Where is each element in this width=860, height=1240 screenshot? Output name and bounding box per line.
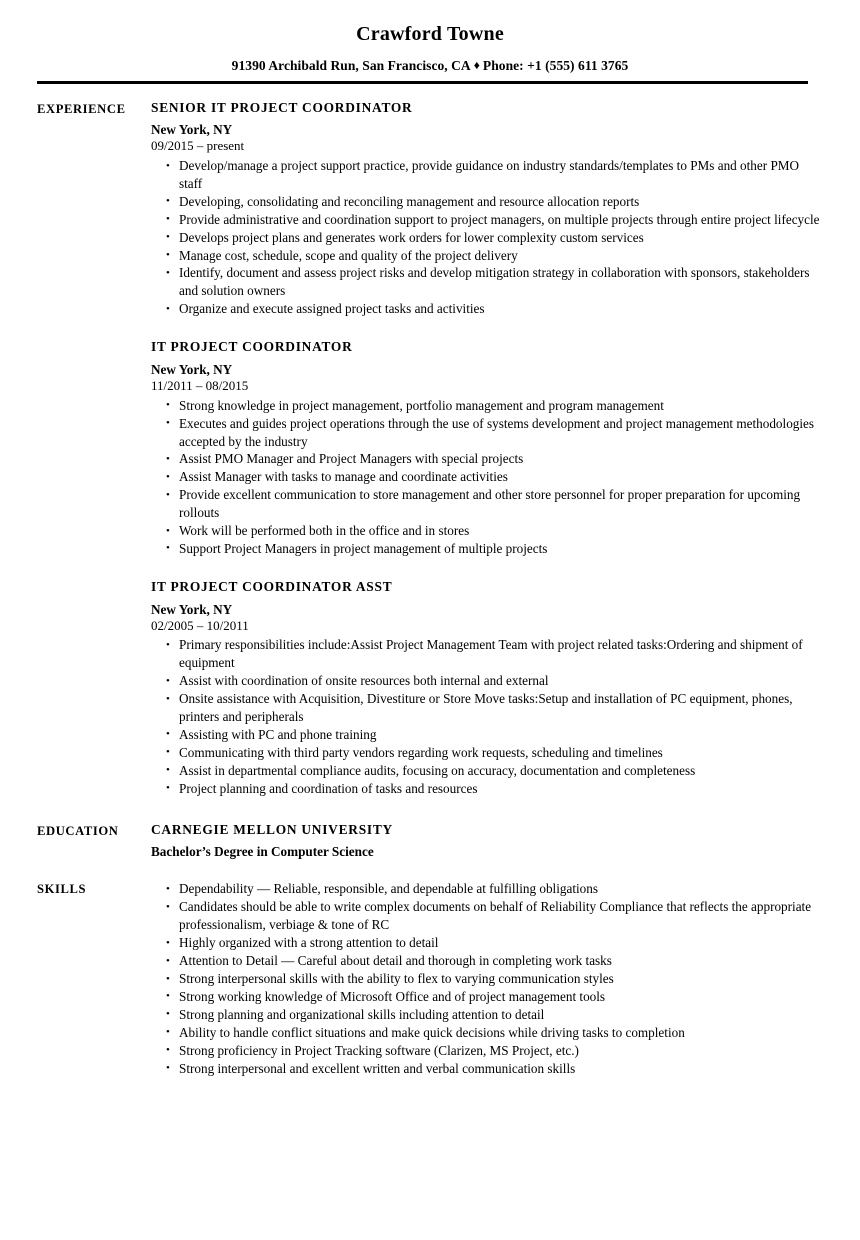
job-dates: 11/2011 – 08/2015 — [151, 378, 249, 394]
job-bullet-list — [151, 636, 820, 797]
job-location: New York, NY — [151, 601, 233, 617]
list-item: • Manage cost, schedule, scope and quality of the project delivery — [151, 247, 820, 265]
education-degree: Bachelor’s Degree in Computer Science — [151, 844, 374, 860]
skills-bullet-list — [151, 880, 820, 1077]
job-bullet-list — [151, 397, 820, 558]
list-item: • Provide administrative and coordination support to project managers, on multiple projects through entire project lifecycle — [151, 211, 820, 229]
skills-body — [151, 880, 820, 1077]
list-item: • Project planning and coordination of tasks and resources — [151, 780, 820, 798]
list-item: • Assist with coordination of onsite resources both internal and external — [151, 672, 820, 690]
job-dates: 09/2015 – present — [151, 138, 245, 154]
education-section — [0, 822, 860, 861]
section-label-skills: SKILLS — [37, 882, 87, 897]
list-item: • Strong working knowledge of Microsoft Office and of project management tools — [151, 988, 820, 1006]
list-item: • Strong interpersonal skills with the ability to flex to varying communication styles — [151, 970, 820, 988]
education-body — [151, 822, 820, 861]
spacer — [151, 318, 820, 339]
list-item: • Executes and guides project operations through the use of systems development and project management methodologies accepted by the industry — [151, 415, 820, 451]
list-item: • Assist in departmental compliance audits, focusing on accuracy, documentation and completeness — [151, 762, 820, 780]
list-item: • Assist PMO Manager and Project Managers with special projects — [151, 450, 820, 468]
list-item: • Strong interpersonal and excellent written and verbal communication skills — [151, 1060, 820, 1078]
list-item: • Strong proficiency in Project Tracking software (Clarizen, MS Project, etc.) — [151, 1042, 820, 1060]
spacer — [0, 798, 860, 822]
job-location: New York, NY — [151, 122, 233, 138]
list-item: • Strong planning and organizational skills including attention to detail — [151, 1006, 820, 1024]
diamond-separator-icon: ♦ — [473, 58, 480, 72]
list-item: • Organize and execute assigned project tasks and activities — [151, 300, 820, 318]
experience-body — [151, 100, 820, 798]
list-item: • Provide excellent communication to store management and other store personnel for proper preparation for upcoming rollouts — [151, 486, 820, 522]
list-item: • Strong knowledge in project management, portfolio management and program management — [151, 397, 820, 415]
experience-entry — [151, 339, 820, 558]
job-bullet-list — [151, 157, 820, 318]
list-item: • Ability to handle conflict situations and make quick decisions while driving tasks to completion — [151, 1024, 820, 1042]
contact-phone: Phone: +1 (555) 611 3765 — [482, 58, 629, 73]
list-item: • Onsite assistance with Acquisition, Divestiture or Store Move tasks:Setup and installation of PC equipment, phones, printers and peripherals — [151, 690, 820, 726]
list-item: • Primary responsibilities include:Assist Project Management Team with project related tasks:Ordering and shipment of equipment — [151, 636, 820, 672]
list-item: • Develops project plans and generates work orders for lower complexity custom services — [151, 229, 820, 247]
list-item: • Support Project Managers in project management of multiple projects — [151, 540, 820, 558]
list-item: • Identify, document and assess project risks and develop mitigation strategy in collaboration with sponsors, stakeholders and solution owners — [151, 264, 820, 300]
experience-entry — [151, 579, 820, 798]
job-title: SENIOR IT PROJECT COORDINATOR — [151, 99, 413, 115]
spacer — [151, 558, 820, 579]
education-entry — [151, 822, 820, 861]
contact-line — [0, 58, 860, 74]
list-item: • Candidates should be able to write complex documents on behalf of Reliability Compliance that reflects the appropriate professionalism, verbiage & tone of RC — [151, 898, 820, 934]
job-title: IT PROJECT COORDINATOR ASST — [151, 578, 393, 594]
spacer — [0, 860, 860, 880]
resume-header — [0, 0, 860, 84]
job-location: New York, NY — [151, 361, 233, 377]
list-item: • Developing, consolidating and reconciling management and resource allocation reports — [151, 193, 820, 211]
header-divider — [37, 81, 808, 84]
section-label-education: EDUCATION — [37, 823, 119, 838]
contact-address: 91390 Archibald Run, San Francisco, CA — [231, 58, 471, 73]
list-item: • Attention to Detail — Careful about detail and thorough in completing work tasks — [151, 952, 820, 970]
job-title: IT PROJECT COORDINATOR — [151, 339, 353, 355]
experience-section — [0, 100, 860, 798]
list-item: • Dependability — Reliable, responsible, and dependable at fulfilling obligations — [151, 880, 820, 898]
skills-section — [0, 880, 860, 1077]
experience-entry — [151, 100, 820, 319]
list-item: • Work will be performed both in the office and in stores — [151, 522, 820, 540]
candidate-name: Crawford Towne — [356, 23, 504, 45]
list-item: • Highly organized with a strong attention to detail — [151, 934, 820, 952]
section-label-experience: EXPERIENCE — [37, 101, 126, 116]
list-item: • Assisting with PC and phone training — [151, 726, 820, 744]
job-dates: 02/2005 – 10/2011 — [151, 617, 249, 633]
list-item: • Develop/manage a project support practice, provide guidance on industry standards/templates to PMs and other PMO staff — [151, 157, 820, 193]
list-item: • Assist Manager with tasks to manage and coordinate activities — [151, 468, 820, 486]
list-item: • Communicating with third party vendors regarding work requests, scheduling and timelines — [151, 744, 820, 762]
education-school: CARNEGIE MELLON UNIVERSITY — [151, 821, 393, 837]
